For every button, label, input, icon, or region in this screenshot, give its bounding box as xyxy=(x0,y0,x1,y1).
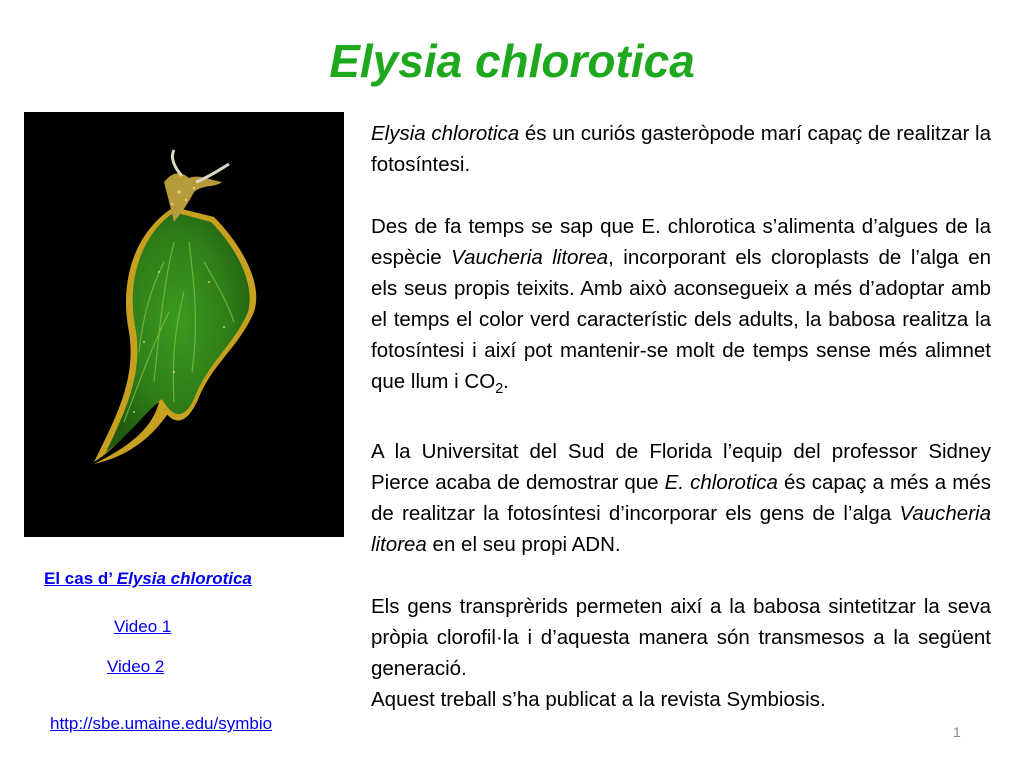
elysia-case-link[interactable]: El cas d’ Elysia chlorotica xyxy=(44,569,252,588)
sea-slug-photo xyxy=(24,112,344,537)
symbiosis-url-link[interactable]: http://sbe.umaine.edu/symbio xyxy=(50,714,273,733)
video-1-link[interactable]: Video 1 xyxy=(114,617,172,636)
slide-title: Elysia chlorotica xyxy=(329,35,695,87)
paragraph-research: A la Universitat del Sud de Florida l’equip del professor Sidney Pierce acaba de demostrar que E. chlorotica és capaç a més a més de realitzar la fotosíntesi d’incorporar els gens de l’alga Vaucheria litorea en el seu propi ADN. xyxy=(371,440,991,557)
page-number: 1 xyxy=(953,724,961,740)
video-2-link[interactable]: Video 2 xyxy=(107,657,165,676)
body-text xyxy=(371,118,991,715)
paragraph-intro: Elysia chlorotica és un curiós gasteròpode marí capaç de realitzar la fotosíntesi. xyxy=(371,122,991,176)
paragraph-feeding: Des de fa temps se sap que E. chlorotica s’alimenta d’algues de la espècie Vaucheria litorea, incorporant els cloroplasts de l’alga en els seus propis teixits. Amb això aconsegueix a més d’adoptar amb el temps el color verd característic dels adults, la babosa realitza la fotosíntesi i així pot mantenir-se molt de temps sense més alimnet que llum i $CO_2$. xyxy=(371,215,991,398)
paragraph-genes: Els gens transprèrids permeten així a la babosa sintetitzar la seva pròpia clorofil·la i d’aquesta manera són transmesos a la següent generació. xyxy=(371,595,991,681)
paragraph-publication: Aquest treball s’ha publicat a la revista Symbiosis. xyxy=(371,688,826,712)
sea-slug-illustration xyxy=(24,112,344,537)
